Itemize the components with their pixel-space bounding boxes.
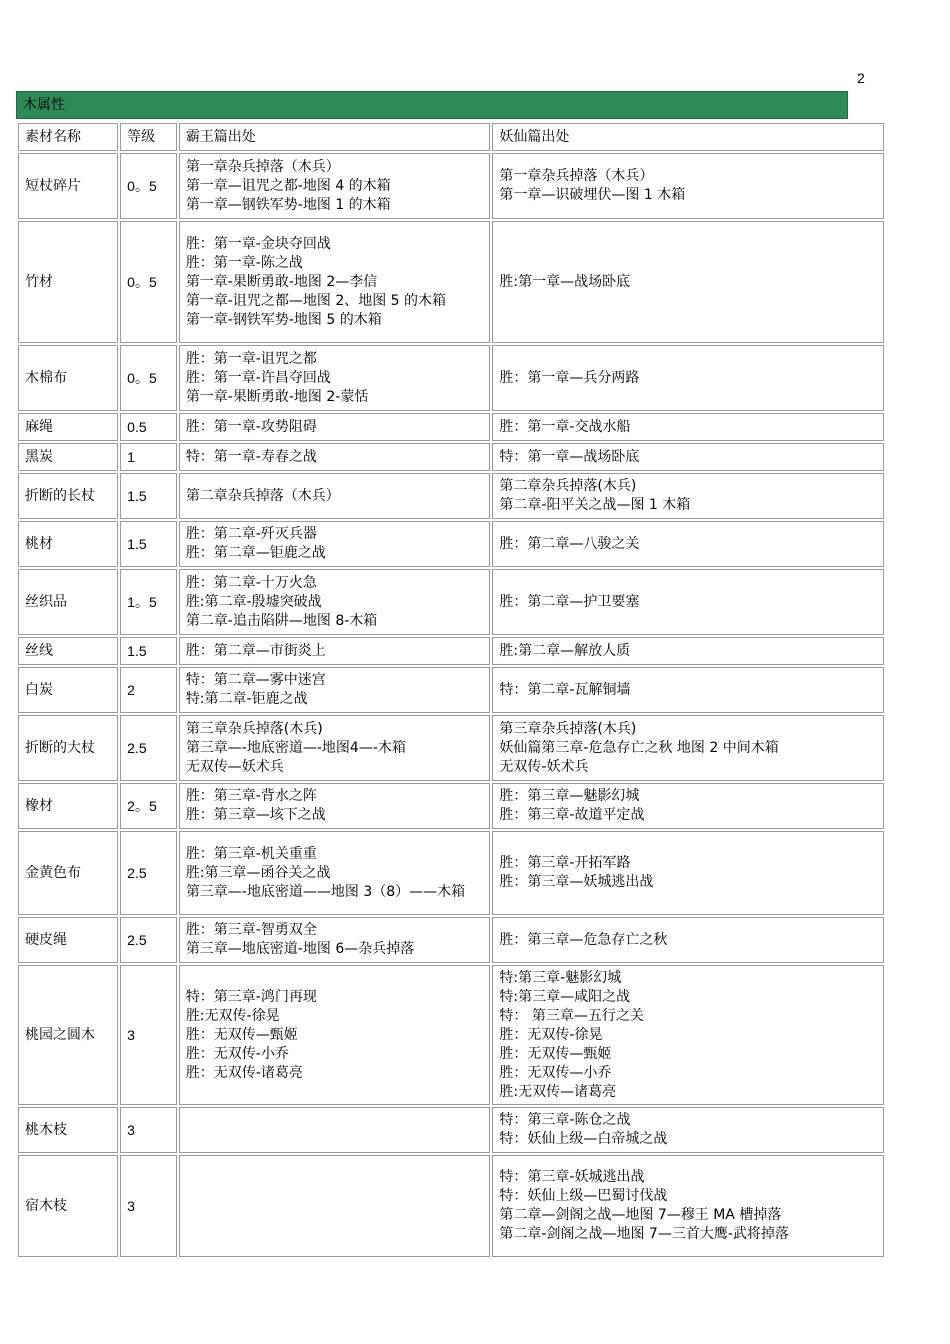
material-level: 2.5 [120, 715, 177, 781]
yaoxian-source: 第三章杂兵掉落(木兵) 妖仙篇第三章-危急存亡之秋 地图 2 中间木箱 无双传-妖术兵 [492, 715, 884, 781]
material-level: 3 [120, 1107, 177, 1153]
bawang-source: 第三章杂兵掉落(木兵) 第三章—-地底密道—-地图4—-木箱 无双传—妖术兵 [179, 715, 491, 781]
material-name: 金黄色布 [18, 831, 118, 915]
material-level: 1.5 [120, 521, 177, 567]
table-row [18, 473, 884, 519]
table-header-row [18, 123, 884, 151]
material-name: 竹材 [18, 221, 118, 343]
material-level: 0。5 [120, 153, 177, 219]
bawang-source: 胜：第一章-诅咒之都 胜：第一章-许昌夺回战 第一章-果断勇敢-地图 2-蒙恬 [179, 345, 491, 411]
material-level: 3 [120, 965, 177, 1105]
yaoxian-source: 特：第一章—战场卧底 [492, 443, 884, 471]
material-name: 桃木枝 [18, 1107, 118, 1153]
material-level: 1.5 [120, 473, 177, 519]
material-name: 宿木枝 [18, 1155, 118, 1257]
yaoxian-source: 第一章杂兵掉落（木兵） 第一章—识破埋伏—图 1 木箱 [492, 153, 884, 219]
table-row [18, 345, 884, 411]
material-level: 0。5 [120, 221, 177, 343]
yaoxian-source: 特:第三章-魅影幻城 特:第三章—咸阳之战 特： 第三章—五行之关 胜：无双传-徐晃 胜：无双传—甄姬 胜：无双传—小乔 胜:无双传—诸葛亮 [492, 965, 884, 1105]
yaoxian-source: 胜：第二章—八骏之关 [492, 521, 884, 567]
material-level: 3 [120, 1155, 177, 1257]
yaoxian-source: 胜：第三章-开拓军路 胜：第三章—妖城逃出战 [492, 831, 884, 915]
table-row [18, 1107, 884, 1153]
material-level: 2。5 [120, 783, 177, 829]
yaoxian-source: 胜：第三章—魅影幻城 胜：第三章-故道平定战 [492, 783, 884, 829]
bawang-source: 胜：第二章—市街炎上 [179, 637, 491, 665]
yaoxian-source: 特：第二章-瓦解铜墙 [492, 667, 884, 713]
material-name: 桃材 [18, 521, 118, 567]
yaoxian-source: 胜：第三章—危急存亡之秋 [492, 917, 884, 963]
table-row [18, 221, 884, 343]
bawang-source: 胜：第二章-十万火急 胜:第二章-殷墟突破战 第二章-追击陷阱—地图 8-木箱 [179, 569, 491, 635]
yaoxian-source: 胜：第一章—兵分两路 [492, 345, 884, 411]
table-row [18, 715, 884, 781]
yaoxian-source: 特：第三章-陈仓之战 特：妖仙上级—白帝城之战 [492, 1107, 884, 1153]
material-name: 折断的大杖 [18, 715, 118, 781]
table-row [18, 667, 884, 713]
table-row [18, 521, 884, 567]
material-name: 黑炭 [18, 443, 118, 471]
table-row [18, 831, 884, 915]
bawang-source: 第二章杂兵掉落（木兵） [179, 473, 491, 519]
material-level: 1 [120, 443, 177, 471]
bawang-source: 胜：第三章-智勇双全 第三章—地底密道-地图 6—杂兵掉落 [179, 917, 491, 963]
material-name: 折断的长杖 [18, 473, 118, 519]
header-yaoxian-source: 妖仙篇出处 [492, 123, 884, 151]
table-row [18, 443, 884, 471]
yaoxian-source: 特：第三章-妖城逃出战 特：妖仙上级—巴蜀讨伐战 第二章—剑阁之战—地图 7—穆王 MA 槽掉落 第二章-剑阁之战—地图 7—三首大鹰-武将掉落 [492, 1155, 884, 1257]
header-material-name: 素材名称 [18, 123, 118, 151]
table-row [18, 1155, 884, 1257]
bawang-source: 胜：第二章-歼灭兵器 胜：第二章—钜鹿之战 [179, 521, 491, 567]
bawang-source: 第一章杂兵掉落（木兵） 第一章—诅咒之都-地图 4 的木箱 第一章—钢铁军势-地图 1 的木箱 [179, 153, 491, 219]
yaoxian-source: 胜:第一章—战场卧底 [492, 221, 884, 343]
table-row [18, 917, 884, 963]
bawang-source: 胜：第一章-金块夺回战 胜：第一章-陈之战 第一章-果断勇敢-地图 2—李信 第一章-诅咒之都—地图 2、地图 5 的木箱 第一章-钢铁军势-地图 5 的木箱 [179, 221, 491, 343]
bawang-source [179, 1155, 491, 1257]
bawang-source: 特：第三章-鸿门再现 胜:无双传-徐晃 胜：无双传—甄姬 胜：无双传-小乔 胜：无双传-诸葛亮 [179, 965, 491, 1105]
material-level: 0。5 [120, 345, 177, 411]
material-level: 2.5 [120, 917, 177, 963]
material-name: 白炭 [18, 667, 118, 713]
yaoxian-source: 胜:第二章—解放人质 [492, 637, 884, 665]
table-row [18, 783, 884, 829]
material-name: 桃园之圆木 [18, 965, 118, 1105]
material-name: 橡材 [18, 783, 118, 829]
header-bawang-source: 霸王篇出处 [179, 123, 491, 151]
table-row [18, 569, 884, 635]
material-name: 硬皮绳 [18, 917, 118, 963]
header-level: 等级 [120, 123, 177, 151]
material-name: 短杖碎片 [18, 153, 118, 219]
table-row [18, 153, 884, 219]
yaoxian-source: 胜：第一章-交战水船 [492, 413, 884, 441]
bawang-source: 胜：第一章-攻势阻碍 [179, 413, 491, 441]
material-level: 1.5 [120, 637, 177, 665]
materials-table [16, 121, 886, 1259]
material-name: 丝织品 [18, 569, 118, 635]
material-name: 木棉布 [18, 345, 118, 411]
section-header: 木属性 [16, 91, 848, 119]
material-level: 2 [120, 667, 177, 713]
bawang-source: 特：第二章—雾中迷宫 特:第二章-钜鹿之战 [179, 667, 491, 713]
material-level: 0.5 [120, 413, 177, 441]
page-number: 2 [857, 70, 865, 86]
yaoxian-source: 第二章杂兵掉落(木兵) 第二章-阳平关之战—图 1 木箱 [492, 473, 884, 519]
bawang-source: 胜：第三章-背水之阵 胜：第三章—垓下之战 [179, 783, 491, 829]
material-level: 1。5 [120, 569, 177, 635]
bawang-source: 特：第一章-寿春之战 [179, 443, 491, 471]
bawang-source [179, 1107, 491, 1153]
bawang-source: 胜：第三章-机关重重 胜:第三章—函谷关之战 第三章—-地底密道——地图 3（8）——木箱 [179, 831, 491, 915]
material-name: 麻绳 [18, 413, 118, 441]
material-name: 丝线 [18, 637, 118, 665]
table-row [18, 413, 884, 441]
material-level: 2.5 [120, 831, 177, 915]
yaoxian-source: 胜：第二章—护卫要塞 [492, 569, 884, 635]
table-row [18, 637, 884, 665]
table-row [18, 965, 884, 1105]
